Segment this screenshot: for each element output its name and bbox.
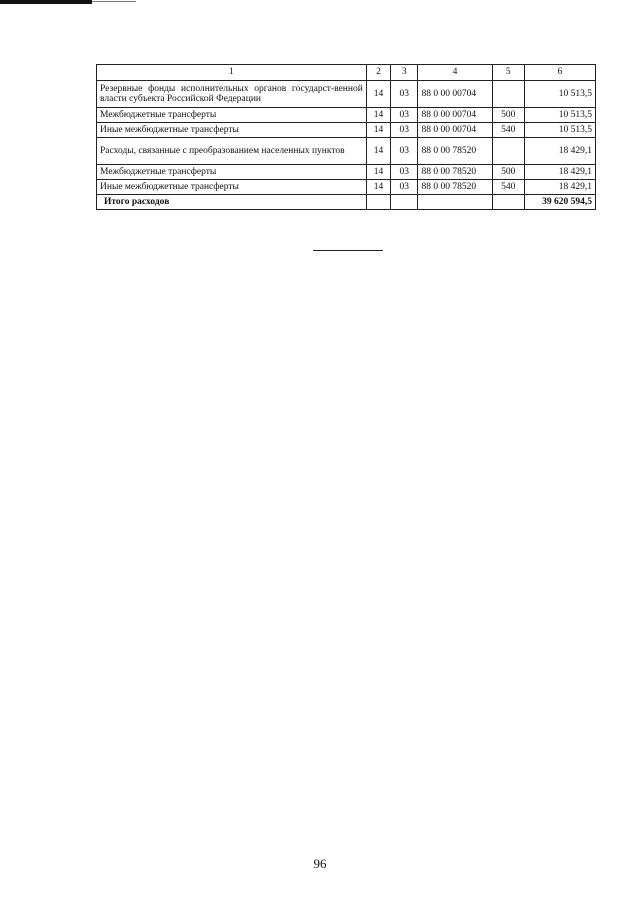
total-value: 39 620 594,5 <box>524 195 595 210</box>
row-section: 14 <box>366 165 390 180</box>
table-header-row <box>97 65 596 81</box>
table-row <box>97 108 596 123</box>
row-expense-type: 540 <box>492 123 524 138</box>
row-subsection: 03 <box>391 165 418 180</box>
row-name: Иные межбюджетные трансферты <box>97 123 367 138</box>
row-subsection: 03 <box>391 138 418 165</box>
table-row <box>97 81 596 108</box>
row-expense-type <box>492 138 524 165</box>
row-amount: 18 429,1 <box>524 180 595 195</box>
row-name: Межбюджетные трансферты <box>97 165 367 180</box>
table-row <box>97 165 596 180</box>
page-number: 96 <box>313 856 327 871</box>
row-name: Расходы, связанные с преобразованием населенных пунктов <box>97 138 367 165</box>
row-expense-type: 500 <box>492 165 524 180</box>
header-col-6: 6 <box>524 65 595 81</box>
total-empty-cell <box>366 195 390 210</box>
row-expense-type: 540 <box>492 180 524 195</box>
header-col-3: 3 <box>391 65 418 81</box>
row-name: Межбюджетные трансферты <box>97 108 367 123</box>
row-section: 14 <box>366 180 390 195</box>
top-rule-thin <box>92 1 136 2</box>
header-col-4: 4 <box>418 65 492 81</box>
row-name: Резервные фонды исполнительных органов государст-венной власти субъекта Российской Федерации <box>97 81 367 108</box>
row-section: 14 <box>366 138 390 165</box>
total-row <box>97 195 596 210</box>
row-target-code: 88 0 00 00704 <box>418 81 492 108</box>
row-section: 14 <box>366 108 390 123</box>
total-empty-cell <box>391 195 418 210</box>
row-target-code: 88 0 00 78520 <box>418 165 492 180</box>
row-expense-type <box>492 81 524 108</box>
table-row <box>97 180 596 195</box>
row-amount: 10 513,5 <box>524 123 595 138</box>
table-row <box>97 138 596 165</box>
row-subsection: 03 <box>391 123 418 138</box>
top-rule <box>0 0 92 4</box>
row-target-code: 88 0 00 78520 <box>418 180 492 195</box>
budget-table <box>96 64 596 210</box>
header-col-1: 1 <box>97 65 367 81</box>
row-target-code: 88 0 00 78520 <box>418 138 492 165</box>
row-section: 14 <box>366 123 390 138</box>
total-empty-cell <box>418 195 492 210</box>
row-amount: 10 513,5 <box>524 81 595 108</box>
row-expense-type: 500 <box>492 108 524 123</box>
total-empty-cell <box>492 195 524 210</box>
row-section: 14 <box>366 81 390 108</box>
row-subsection: 03 <box>391 180 418 195</box>
separator-rule <box>313 250 383 251</box>
row-amount: 18 429,1 <box>524 165 595 180</box>
row-amount: 18 429,1 <box>524 138 595 165</box>
table-row <box>97 123 596 138</box>
total-label: Итого расходов <box>97 195 367 210</box>
row-target-code: 88 0 00 00704 <box>418 123 492 138</box>
header-col-2: 2 <box>366 65 390 81</box>
header-col-5: 5 <box>492 65 524 81</box>
row-subsection: 03 <box>391 108 418 123</box>
row-target-code: 88 0 00 00704 <box>418 108 492 123</box>
row-amount: 10 513,5 <box>524 108 595 123</box>
row-name: Иные межбюджетные трансферты <box>97 180 367 195</box>
row-subsection: 03 <box>391 81 418 108</box>
